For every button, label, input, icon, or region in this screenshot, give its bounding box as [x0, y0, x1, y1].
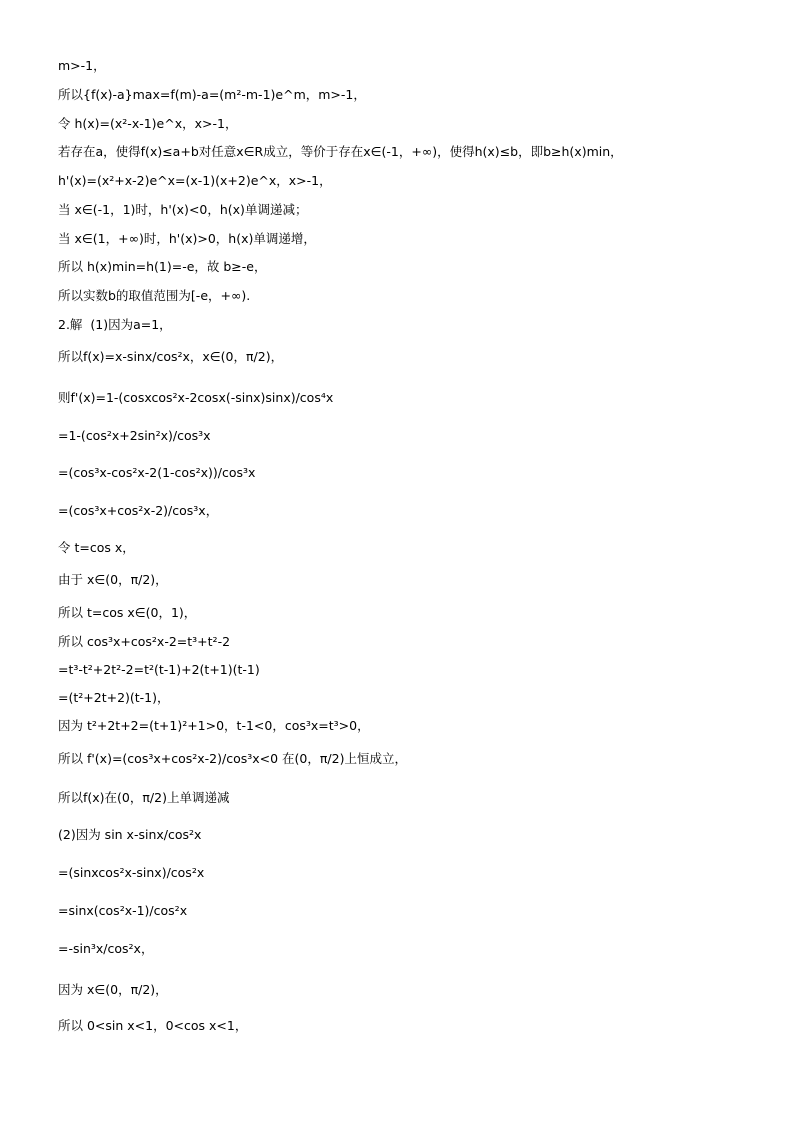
line-20: =t³-t²+2t²-2=t²(t-1)+2(t+1)(t-1) — [58, 662, 260, 677]
line-5: h'(x)=(x²+x-2)e^x=(x-1)(x+2)e^x，x>-1， — [58, 173, 332, 188]
line-12: 则f'(x)=1-(cosxcos²x-2cosx(-sinx)sinx)/cos⁴x — [58, 390, 334, 405]
line-7: 当 x∈(1，+∞)时，h'(x)>0，h(x)单调递增， — [58, 231, 316, 246]
line-13: =1-(cos²x+2sin²x)/cos³x — [58, 428, 211, 443]
line-26: =(sinxcos²x-sinx)/cos²x — [58, 865, 205, 880]
line-3: 令 h(x)=(x²-x-1)e^x，x>-1， — [58, 116, 238, 131]
line-8: 所以 h(x)min=h(1)=-e，故 b≥-e， — [58, 259, 267, 274]
line-19: 所以 cos³x+cos²x-2=t³+t²-2 — [58, 634, 231, 649]
line-18: 所以 t=cos x∈(0，1)， — [58, 605, 197, 620]
line-17: 由于 x∈(0，π/2)， — [58, 572, 168, 587]
line-30: 所以 0<sin x<1，0<cos x<1， — [58, 1018, 248, 1033]
line-14: =(cos³x-cos²x-2(1-cos²x))/cos³x — [58, 465, 256, 480]
line-6: 当 x∈(-1，1)时，h'(x)<0，h(x)单调递减； — [58, 202, 308, 217]
line-22: 因为 t²+2t+2=(t+1)²+1>0，t-1<0，cos³x=t³>0， — [58, 718, 370, 733]
line-28: =-sin³x/cos²x， — [58, 941, 154, 956]
line-11: 所以f(x)=x-sinx/cos²x，x∈(0，π/2)， — [58, 349, 284, 364]
line-16: 令 t=cos x， — [58, 540, 135, 555]
line-23: 所以 f'(x)=(cos³x+cos²x-2)/cos³x<0 在(0，π/2)上恒成立， — [58, 751, 407, 766]
line-25: (2)因为 sin x-sinx/cos²x — [58, 827, 202, 842]
line-29: 因为 x∈(0，π/2)， — [58, 982, 168, 997]
line-21: =(t²+2t+2)(t-1)， — [58, 690, 170, 705]
line-1: m>-1， — [58, 58, 106, 73]
line-9: 所以实数b的取值范围为[-e，+∞). — [58, 288, 251, 303]
line-24: 所以f(x)在(0，π/2)上单调递减 — [58, 790, 230, 805]
line-15: =(cos³x+cos²x-2)/cos³x， — [58, 503, 219, 518]
line-4: 若存在a，使得f(x)≤a+b对任意x∈R成立，等价于存在x∈(-1，+∞)，使得h(x)≤b，即b≥h(x)min， — [58, 144, 623, 159]
line-27: =sinx(cos²x-1)/cos²x — [58, 903, 188, 918]
line-2: 所以{f(x)-a}max=f(m)-a=(m²-m-1)e^m，m>-1， — [58, 87, 366, 102]
line-10: 2.解 (1)因为a=1， — [58, 317, 172, 332]
